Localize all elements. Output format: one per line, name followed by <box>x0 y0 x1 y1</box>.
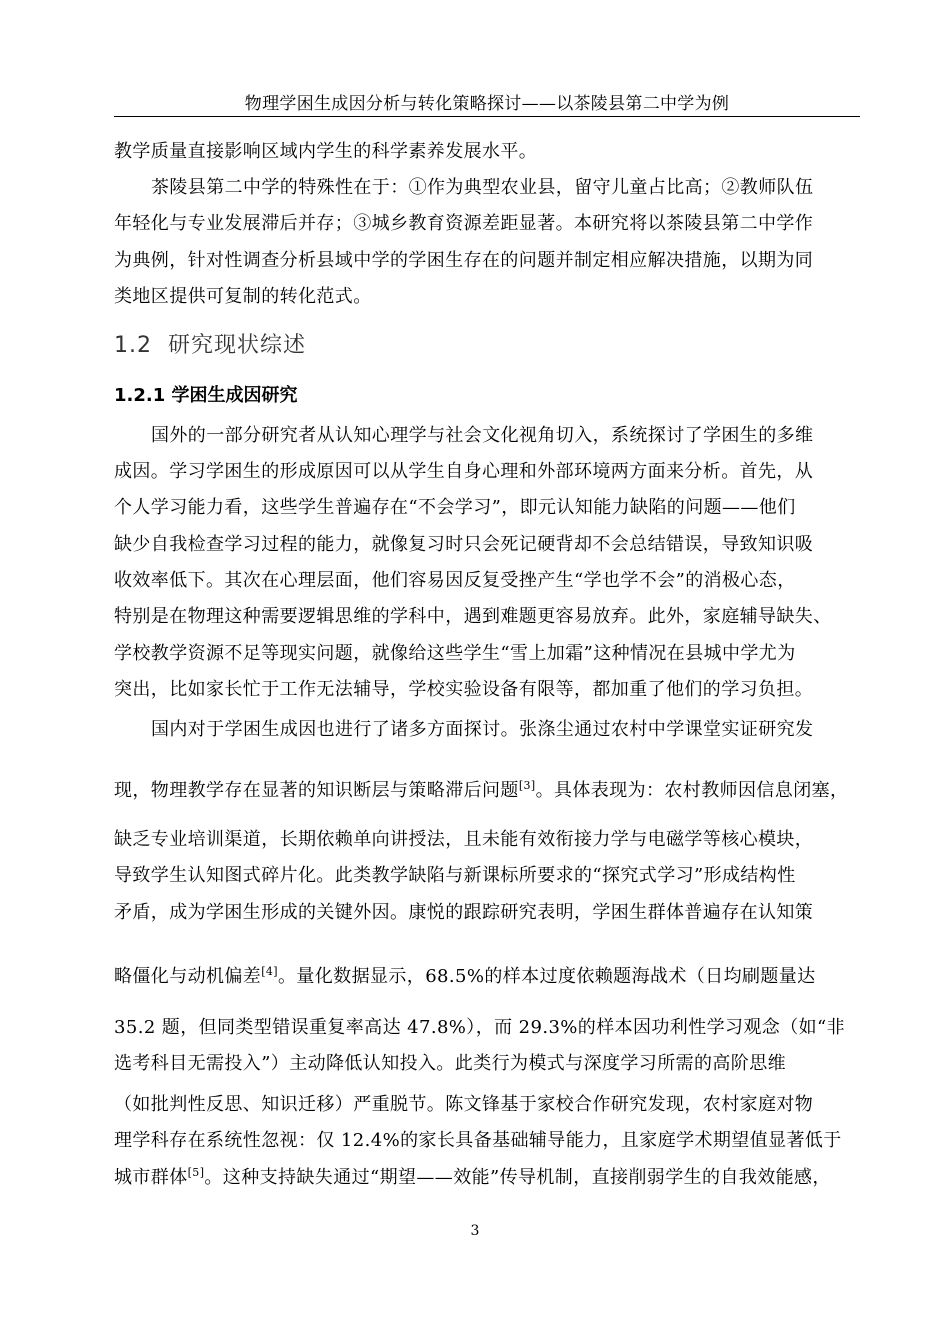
text-line: 茶陵县第二中学的特殊性在于：①作为典型农业县，留守儿童占比高；②教师队伍 <box>151 177 814 198</box>
text-run: 。量化数据显示，68.5%的样本过度依赖题海战术（日均刷题量达 <box>278 966 816 987</box>
subsection-number: 1.2.1 <box>114 385 166 406</box>
text-line: 类地区提供可复制的转化范式。 <box>114 286 372 307</box>
text-line: 年轻化与专业发展滞后并存；③城乡教育资源差距显著。本研究将以茶陵县第二中学作 <box>114 213 814 234</box>
text-line: 国内对于学困生成因也进行了诸多方面探讨。张涤尘通过农村中学课堂实证研究发 <box>151 719 814 740</box>
text-line: 导致学生认知图式碎片化。此类教学缺陷与新课标所要求的“探究式学习”形成结构性 <box>114 865 796 886</box>
section-spacer <box>152 333 168 358</box>
text-line: 学校教学资源不足等现实问题，就像给这些学生“雪上加霜”这种情况在县城中学尤为 <box>114 643 796 664</box>
section-heading <box>114 331 306 361</box>
text-run: 城市群体 <box>114 1167 188 1188</box>
text-line: （如批判性反思、知识迁移）严重脱节。陈文锋基于家校合作研究发现，农村家庭对物 <box>114 1094 814 1115</box>
citation-ref: [5] <box>187 1166 205 1179</box>
page-number: 3 <box>470 1223 480 1239</box>
text-line: 理学科存在系统性忽视：仅 12.4%的家长具备基础辅导能力，且家庭学术期望值显著低于 <box>114 1130 842 1151</box>
header-rule <box>114 116 860 117</box>
text-line <box>114 778 864 804</box>
text-line: 缺乏专业培训渠道，长期依赖单向讲授法，且未能有效衔接力学与电磁学等核心模块， <box>114 829 814 850</box>
running-header: 物理学困生成因分析与转化策略探讨——以茶陵县第二中学为例 <box>244 94 730 114</box>
text-line: 成因。学习学困生的形成原因可以从学生自身心理和外部环境两方面来分析。首先，从 <box>114 461 814 482</box>
text-line: 个人学习能力看，这些学生普遍存在“不会学习”，即元认知能力缺陷的问题——他们 <box>114 497 796 518</box>
text-line: 缺少自我检查学习过程的能力，就像复习时只会死记硬背却不会总结错误，导致知识吸 <box>114 534 814 555</box>
text-run: 现，物理教学存在显著的知识断层与策略滞后问题 <box>114 780 519 801</box>
text-line: 突出，比如家长忙于工作无法辅导，学校实验设备有限等，都加重了他们的学习负担。 <box>114 679 814 700</box>
text-line: 特别是在物理这种需要逻辑思维的学科中，遇到难题更容易放弃。此外，家庭辅导缺失、 <box>114 606 832 627</box>
text-run: 。具体表现为：农村教师因信息闭塞， <box>535 780 849 801</box>
section-title: 研究现状综述 <box>168 333 307 358</box>
text-line: 收效率低下。其次在心理层面，他们容易因反复受挫产生“学也学不会”的消极心态， <box>114 570 796 591</box>
text-run: 略僵化与动机偏差 <box>114 966 262 987</box>
subsection-heading <box>114 383 298 409</box>
subsection-title: 学困生成因研究 <box>171 385 298 406</box>
text-line: 为典例，针对性调查分析县域中学的学困生存在的问题并制定相应解决措施，以期为同 <box>114 250 814 271</box>
text-line: 矛盾，成为学困生形成的关键外因。康悦的跟踪研究表明，学困生群体普遍存在认知策 <box>114 902 814 923</box>
text-line: 教学质量直接影响区域内学生的科学素养发展水平。 <box>114 141 538 162</box>
text-line: 选考科目无需投入”）主动降低认知投入。此类行为模式与深度学习所需的高阶思维 <box>114 1053 786 1074</box>
text-line <box>114 1165 864 1191</box>
citation-ref: [3] <box>518 779 536 792</box>
text-run: 。这种支持缺失通过“期望——效能”传导机制，直接削弱学生的自我效能感， <box>204 1167 831 1188</box>
section-number: 1.2 <box>114 333 152 358</box>
text-line: 国外的一部分研究者从认知心理学与社会文化视角切入，系统探讨了学困生的多维 <box>151 425 814 446</box>
citation-ref: [4] <box>261 965 278 978</box>
text-line: 35.2 题，但同类型错误重复率高达 47.8%），而 29.3%的样本因功利性学习观念（如“非 <box>114 1017 846 1038</box>
text-line <box>114 964 864 990</box>
